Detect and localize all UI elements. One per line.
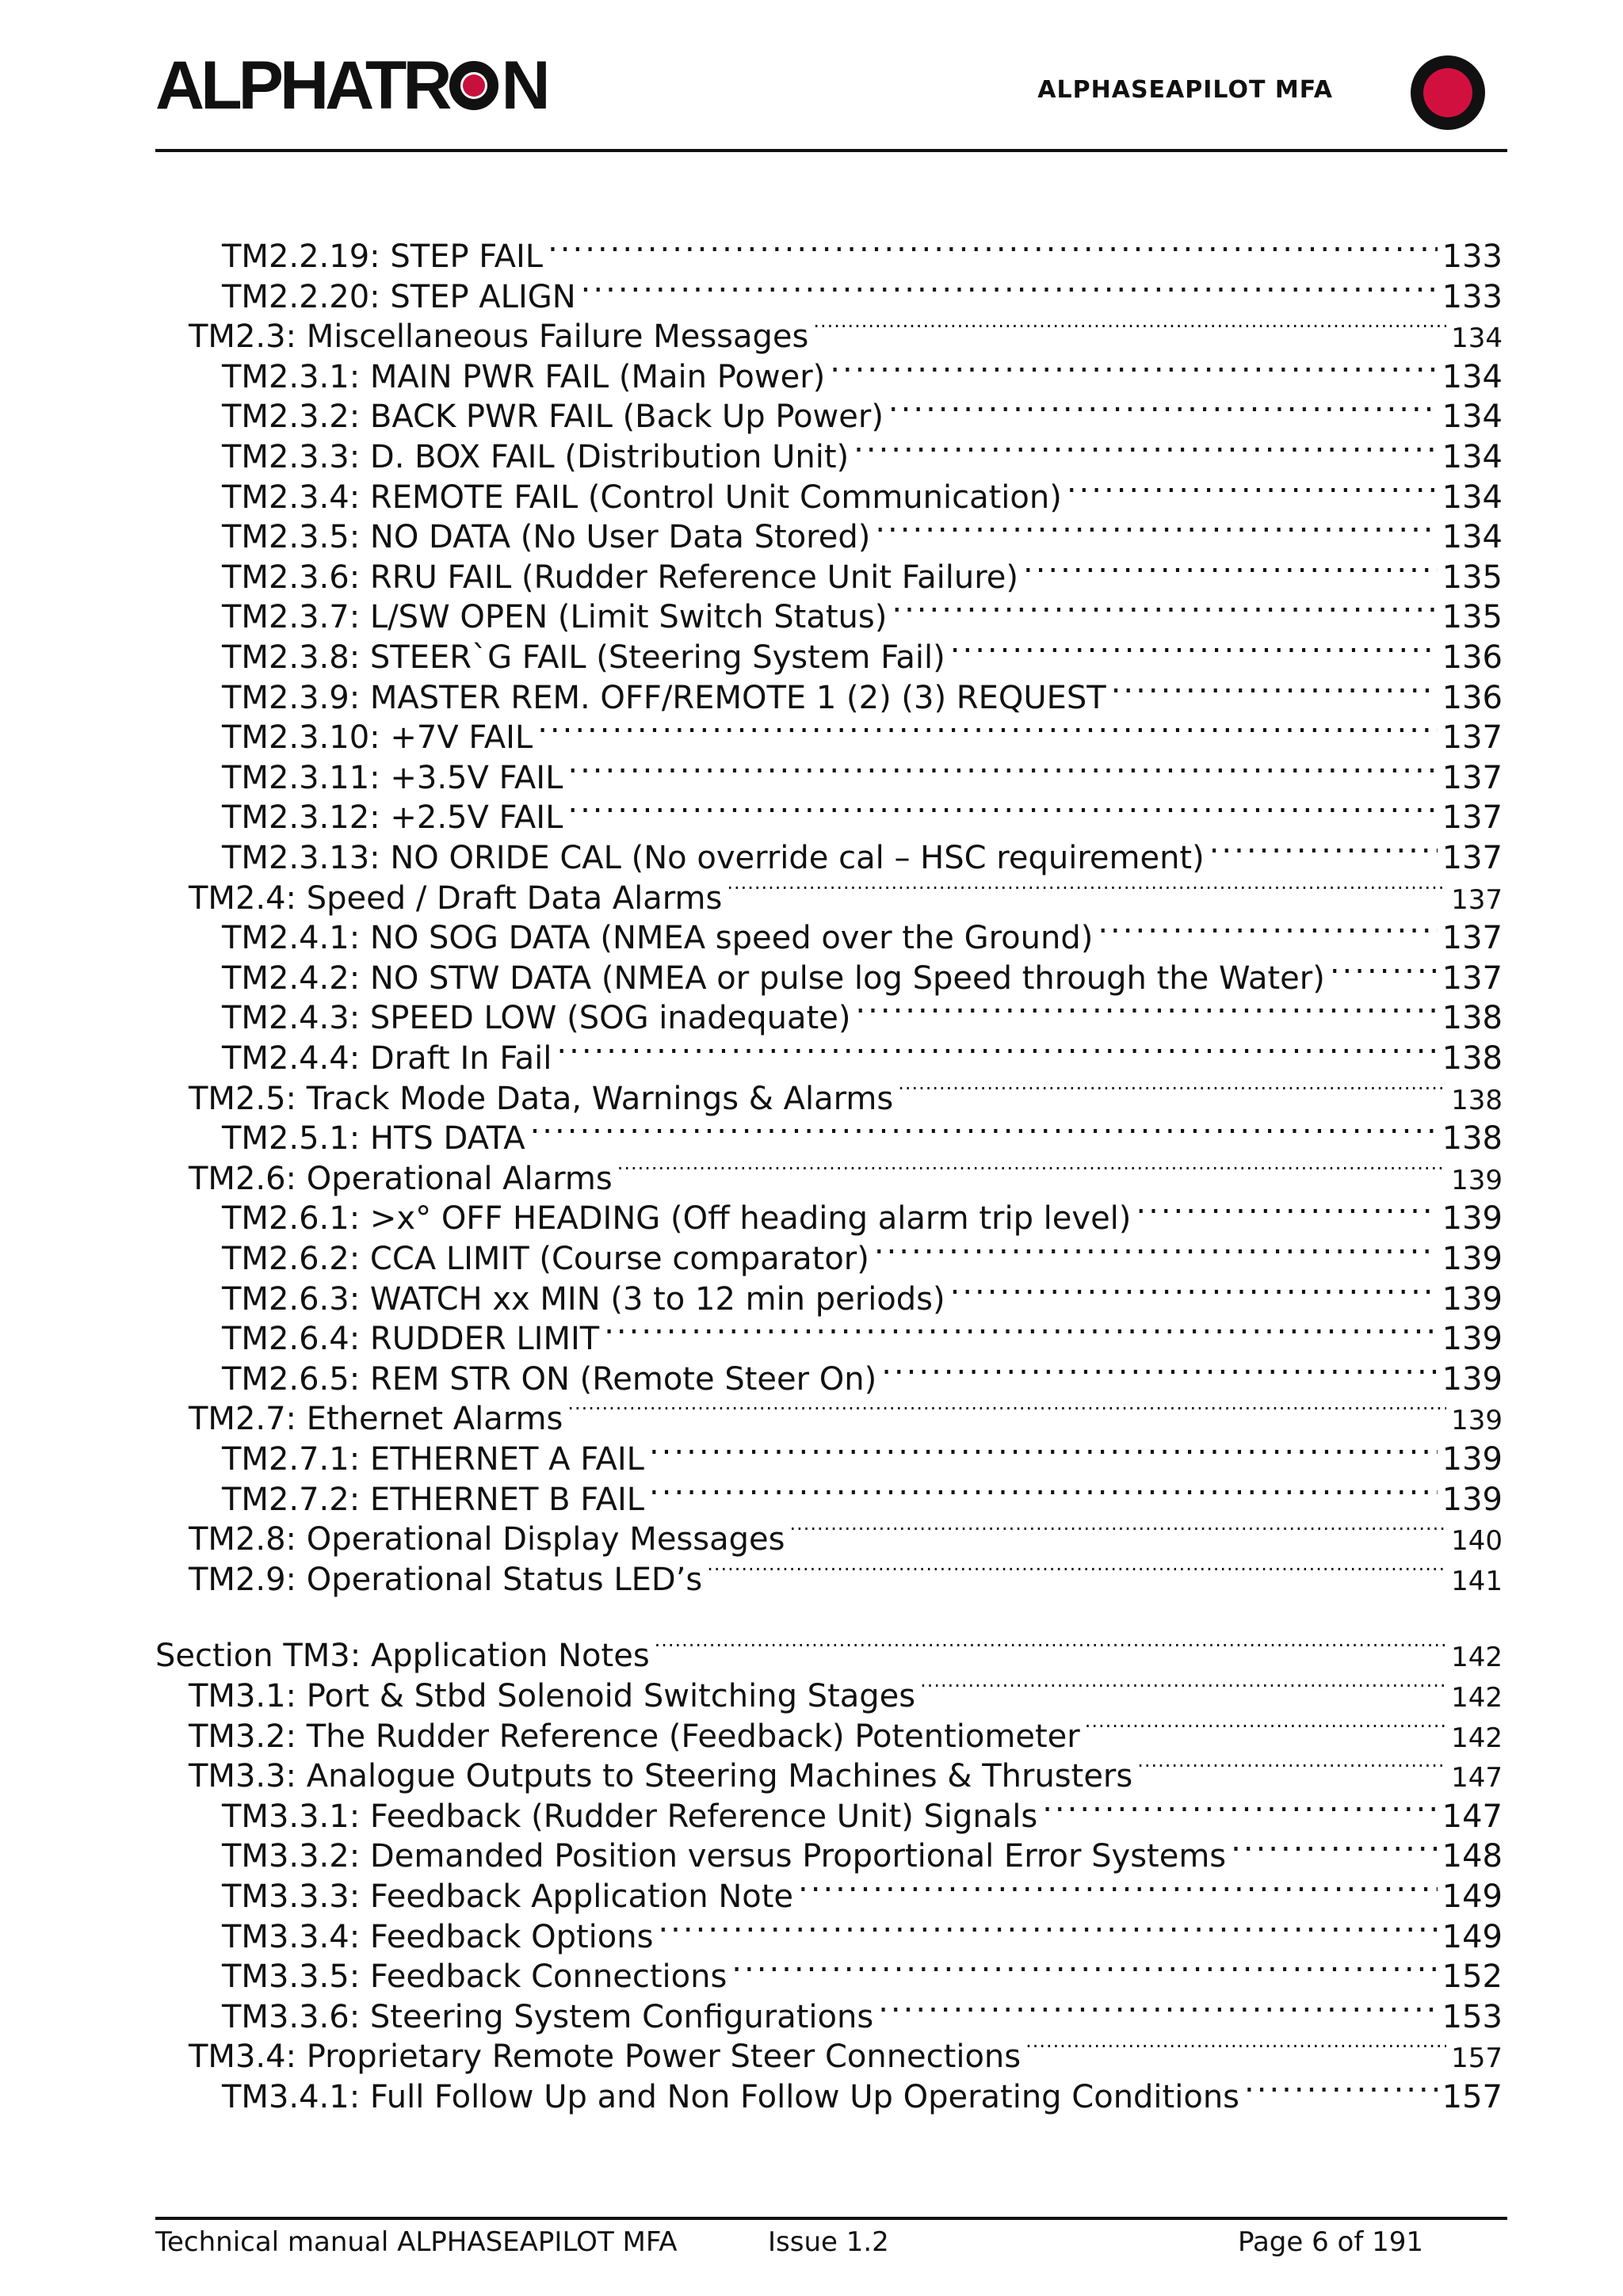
toc-entry-page: 147 xyxy=(1442,1798,1503,1835)
toc-dot-leader xyxy=(617,1153,1446,1189)
toc-entry[interactable] xyxy=(155,1313,1503,1358)
toc-entry[interactable] xyxy=(155,912,1503,957)
toc-entry[interactable] xyxy=(155,311,1503,356)
toc-entry[interactable] xyxy=(155,631,1503,676)
toc-dot-leader xyxy=(950,1273,1438,1310)
toc-entry-page: 133 xyxy=(1442,278,1503,315)
toc-entry-title: TM3.4.1: Full Follow Up and Non Follow Up Operating Conditions xyxy=(222,2079,1240,2115)
toc-entry-page: 148 xyxy=(1442,1838,1503,1875)
toc-dot-leader xyxy=(1098,912,1437,948)
toc-entry-page: 137 xyxy=(1442,799,1503,837)
toc-entry-title: TM3.3.4: Feedback Options xyxy=(222,1918,654,1955)
toc-dot-leader xyxy=(875,511,1437,547)
toc-entry[interactable] xyxy=(155,1830,1503,1875)
toc-entry-title: TM3.3.5: Feedback Connections xyxy=(222,1958,727,1996)
toc-entry-title: TM3.3: Analogue Outputs to Steering Machines & Thrusters xyxy=(189,1758,1133,1795)
toc-dot-leader xyxy=(830,351,1437,387)
toc-entry[interactable] xyxy=(155,872,1503,917)
toc-entry[interactable] xyxy=(155,1192,1503,1238)
toc-dot-leader xyxy=(898,1073,1446,1109)
toc-dot-leader xyxy=(855,992,1437,1028)
toc-entry-title: TM2.3.12: +2.5V FAIL xyxy=(222,799,563,837)
toc-dot-leader xyxy=(1231,1830,1438,1867)
toc-entry[interactable] xyxy=(155,551,1503,596)
toc-dot-leader xyxy=(727,872,1446,909)
footer-manual-title: Technical manual ALPHASEAPILOT MFA xyxy=(155,2226,678,2258)
toc-entry[interactable] xyxy=(155,1353,1503,1398)
toc-entry-page: 149 xyxy=(1442,1918,1503,1955)
document-title: ALPHASEAPILOT MFA xyxy=(1037,76,1333,104)
toc-dot-leader xyxy=(874,1233,1438,1269)
toc-entry[interactable] xyxy=(155,1711,1503,1755)
toc-entry-page: 134 xyxy=(1442,439,1503,475)
toc-entry-page: 135 xyxy=(1442,559,1503,596)
toc-entry-page: 138 xyxy=(1442,1000,1503,1037)
toc-entry-page: 149 xyxy=(1442,1878,1503,1915)
footer-issue: Issue 1.2 xyxy=(768,2226,889,2258)
toc-entry-page: 137 xyxy=(1442,959,1503,997)
toc-dot-leader xyxy=(567,1393,1446,1429)
toc-dot-leader xyxy=(567,752,1437,788)
toc-entry[interactable] xyxy=(155,1233,1503,1277)
toc-entry[interactable] xyxy=(155,752,1503,796)
logo-text-left: ALPHATR xyxy=(155,48,449,124)
footer-rule xyxy=(155,2217,1507,2220)
toc-entry[interactable] xyxy=(155,1433,1503,1478)
toc-dot-leader xyxy=(1111,672,1438,708)
toc-dot-leader xyxy=(892,591,1437,627)
toc-entry-title: TM3.3.6: Steering System Configurations xyxy=(222,1998,874,2035)
toc-entry[interactable] xyxy=(155,1630,1503,1675)
toc-entry-page: 137 xyxy=(1442,719,1503,757)
toc-dot-leader xyxy=(537,711,1437,748)
toc-dot-leader xyxy=(798,1871,1438,1907)
toc-entry[interactable] xyxy=(155,1991,1503,2035)
toc-entry[interactable] xyxy=(155,2031,1503,2076)
toc-entry-page: 137 xyxy=(1442,840,1503,876)
toc-entry-title: TM2.6: Operational Alarms xyxy=(189,1160,613,1197)
toc-dot-leader xyxy=(1209,832,1438,868)
toc-entry-page: 134 xyxy=(1451,322,1503,355)
toc-dot-leader xyxy=(581,271,1438,307)
toc-entry[interactable] xyxy=(155,1112,1503,1158)
toc-entry-page: 137 xyxy=(1451,883,1503,916)
toc-entry-title: TM2.3.5: NO DATA (No User Data Stored) xyxy=(222,519,871,556)
toc-entry-page: 134 xyxy=(1442,399,1503,436)
toc-entry-page: 139 xyxy=(1442,1481,1503,1518)
toc-entry-page: 142 xyxy=(1451,1682,1503,1714)
toc-entry-page: 139 xyxy=(1451,1164,1503,1196)
toc-entry-page: 134 xyxy=(1442,358,1503,395)
toc-entry-page: 138 xyxy=(1442,1120,1503,1158)
toc-entry-title: TM2.2.20: STEP ALIGN xyxy=(222,278,576,315)
toc-entry[interactable] xyxy=(155,1393,1503,1438)
toc-dot-leader xyxy=(556,1032,1437,1069)
toc-entry[interactable] xyxy=(155,1951,1503,1996)
toc-dot-leader xyxy=(658,1911,1437,1947)
toc-entry-title: TM2.6.4: RUDDER LIMIT xyxy=(222,1321,600,1358)
toc-entry-title: TM2.6.5: REM STR ON (Remote Steer On) xyxy=(222,1360,877,1398)
toc-entry-title: TM2.5: Track Mode Data, Warnings & Alarms xyxy=(189,1080,894,1117)
toc-dot-leader xyxy=(1067,471,1438,508)
toc-entry-page: 142 xyxy=(1451,1722,1503,1754)
toc-dot-leader xyxy=(920,1670,1446,1707)
toc-entry-title: TM2.5.1: HTS DATA xyxy=(222,1120,525,1158)
toc-entry[interactable] xyxy=(155,952,1503,997)
toc-entry[interactable] xyxy=(155,791,1503,837)
toc-entry-title: TM2.6.2: CCA LIMIT (Course comparator) xyxy=(222,1241,869,1277)
toc-dot-leader xyxy=(878,1991,1437,2027)
toc-entry-title: Section TM3: Application Notes xyxy=(155,1638,650,1675)
page-header xyxy=(155,49,1507,151)
toc-entry[interactable] xyxy=(155,1911,1503,1955)
toc-dot-leader xyxy=(707,1554,1446,1590)
toc-entry-page: 139 xyxy=(1442,1360,1503,1398)
toc-entry-page: 141 xyxy=(1451,1565,1503,1597)
toc-entry-title: TM2.6.1: >x° OFF HEADING (Off heading alarm trip level) xyxy=(222,1200,1132,1238)
toc-entry-title: TM3.3.3: Feedback Application Note xyxy=(222,1878,794,1915)
toc-entry-title: TM2.2.19: STEP FAIL xyxy=(222,238,544,275)
toc-dot-leader xyxy=(649,1474,1438,1510)
toc-dot-leader xyxy=(888,391,1438,427)
toc-entry[interactable] xyxy=(155,431,1503,475)
toc-entry-page: 136 xyxy=(1442,679,1503,716)
logo-o-mark xyxy=(449,61,498,110)
toc-dot-leader xyxy=(1042,1791,1437,1827)
toc-entry-title: TM3.2: The Rudder Reference (Feedback) Potentiometer xyxy=(189,1718,1080,1755)
header-rule xyxy=(155,149,1507,152)
toc-entry[interactable] xyxy=(155,1791,1503,1835)
toc-entry-page: 139 xyxy=(1442,1280,1503,1318)
toc-dot-leader xyxy=(950,631,1438,668)
toc-entry[interactable] xyxy=(155,711,1503,757)
toc-entry-title: TM3.3.1: Feedback (Rudder Reference Unit) Signals xyxy=(222,1798,1038,1835)
toc-entry[interactable] xyxy=(155,511,1503,556)
toc-entry-page: 133 xyxy=(1442,238,1503,275)
toc-entry[interactable] xyxy=(155,832,1503,876)
toc-dot-leader xyxy=(1244,2071,1438,2107)
toc-entry-title: TM2.3.3: D. BOX FAIL (Distribution Unit) xyxy=(222,439,850,475)
toc-entry[interactable] xyxy=(155,1273,1503,1318)
toc-dot-leader xyxy=(567,791,1437,828)
toc-entry[interactable] xyxy=(155,231,1503,275)
toc-entry[interactable] xyxy=(155,1032,1503,1077)
toc-entry-title: TM2.3.11: +3.5V FAIL xyxy=(222,759,563,796)
toc-entry-page: 137 xyxy=(1442,759,1503,796)
toc-entry[interactable] xyxy=(155,1871,1503,1915)
toc-entry-title: TM2.3.1: MAIN PWR FAIL (Main Power) xyxy=(222,358,826,395)
toc-entry-page: 147 xyxy=(1451,1762,1503,1794)
toc-dot-leader xyxy=(1330,952,1438,989)
toc-entry[interactable] xyxy=(155,992,1503,1037)
toc-dot-leader xyxy=(1023,551,1438,588)
footer-page-number: Page 6 of 191 xyxy=(1238,2226,1424,2258)
toc-entry-title: TM2.7.2: ETHERNET B FAIL xyxy=(222,1481,645,1518)
toc-entry[interactable] xyxy=(155,1670,1503,1714)
toc-dot-leader xyxy=(1025,2031,1446,2067)
toc-entry-title: TM2.3.8: STEER`G FAIL (Steering System Fail) xyxy=(222,639,945,676)
toc-entry-page: 138 xyxy=(1442,1040,1503,1077)
toc-entry[interactable] xyxy=(155,672,1503,716)
toc-entry-page: 139 xyxy=(1442,1200,1503,1238)
toc-entry-title: TM3.3.2: Demanded Position versus Proportional Error Systems xyxy=(222,1838,1227,1875)
toc-entry[interactable] xyxy=(155,2071,1503,2115)
toc-entry[interactable] xyxy=(155,1474,1503,1518)
toc-entry-title: TM2.4: Speed / Draft Data Alarms xyxy=(189,879,723,917)
toc-entry[interactable] xyxy=(155,271,1503,315)
toc-entry-page: 157 xyxy=(1451,2042,1503,2075)
toc-entry-page: 136 xyxy=(1442,639,1503,676)
toc-entry-title: TM2.4.3: SPEED LOW (SOG inadequate) xyxy=(222,1000,851,1037)
toc-entry-title: TM2.3.13: NO ORIDE CAL (No override cal – HSC requirement) xyxy=(222,840,1205,876)
toc-entry[interactable] xyxy=(155,1073,1503,1117)
toc-dot-leader xyxy=(530,1112,1438,1149)
alphatron-logo xyxy=(155,48,547,124)
toc-entry-title: TM2.6.3: WATCH xx MIN (3 to 12 min periods) xyxy=(222,1280,945,1318)
toc-entry-title: TM3.1: Port & Stbd Solenoid Switching Stages xyxy=(189,1678,916,1714)
toc-entry-title: TM2.4.4: Draft In Fail xyxy=(222,1040,552,1077)
toc-entry-title: TM2.3.10: +7V FAIL xyxy=(222,719,533,757)
toc-entry-page: 139 xyxy=(1451,1405,1503,1437)
toc-entry-page: 139 xyxy=(1442,1241,1503,1277)
toc-entry[interactable] xyxy=(155,1513,1503,1558)
toc-entry-title: TM2.4.1: NO SOG DATA (NMEA speed over the Ground) xyxy=(222,920,1094,957)
toc-entry-title: TM2.4.2: NO STW DATA (NMEA or pulse log Speed through the Water) xyxy=(222,959,1325,997)
toc-entry-title: TM2.3: Miscellaneous Failure Messages xyxy=(189,318,809,356)
brand-emblem-icon xyxy=(1411,55,1485,130)
toc-entry[interactable] xyxy=(155,471,1503,516)
toc-entry-page: 138 xyxy=(1451,1084,1503,1116)
toc-dot-leader xyxy=(813,311,1446,347)
toc-entry-page: 134 xyxy=(1442,519,1503,556)
toc-entry-title: TM2.7.1: ETHERNET A FAIL xyxy=(222,1441,644,1478)
toc-entry-title: TM2.3.9: MASTER REM. OFF/REMOTE 1 (2) (3) REQUEST xyxy=(222,679,1106,716)
toc-dot-leader xyxy=(1137,1750,1446,1787)
toc-dot-leader xyxy=(548,231,1438,267)
toc-dot-leader xyxy=(655,1630,1446,1666)
toc-entry-page: 134 xyxy=(1442,479,1503,516)
toc-entry[interactable] xyxy=(155,1554,1503,1598)
toc-entry-page: 139 xyxy=(1442,1441,1503,1478)
toc-entry[interactable] xyxy=(155,391,1503,436)
toc-entry[interactable] xyxy=(155,1750,1503,1795)
toc-dot-leader xyxy=(604,1313,1437,1349)
toc-entry-title: TM2.7: Ethernet Alarms xyxy=(189,1401,563,1438)
toc-entry[interactable] xyxy=(155,351,1503,395)
toc-dot-leader xyxy=(789,1513,1446,1550)
toc-entry-title: TM2.3.2: BACK PWR FAIL (Back Up Power) xyxy=(222,399,884,436)
toc-entry-page: 135 xyxy=(1442,599,1503,636)
toc-entry[interactable] xyxy=(155,591,1503,636)
toc-entry-title: TM2.8: Operational Display Messages xyxy=(189,1521,785,1558)
toc-entry-title: TM2.3.6: RRU FAIL (Rudder Reference Unit Failure) xyxy=(222,559,1018,596)
toc-dot-leader xyxy=(1085,1711,1446,1747)
toc-entry-page: 139 xyxy=(1442,1321,1503,1358)
toc-entry-page: 157 xyxy=(1442,2079,1503,2115)
logo-text-right: N xyxy=(501,48,547,124)
toc-entry-title: TM2.3.4: REMOTE FAIL (Control Unit Communication) xyxy=(222,479,1062,516)
page-footer xyxy=(155,2226,1507,2266)
toc-dot-leader xyxy=(731,1951,1437,1987)
toc-entry-title: TM2.9: Operational Status LED’s xyxy=(189,1561,703,1598)
toc-entry[interactable] xyxy=(155,1153,1503,1197)
toc-entry-page: 137 xyxy=(1442,920,1503,957)
toc-entry-title: TM3.4: Proprietary Remote Power Steer Connections xyxy=(189,2039,1022,2076)
toc-dot-leader xyxy=(649,1433,1438,1470)
toc-dot-leader xyxy=(881,1353,1437,1390)
toc-entry-page: 142 xyxy=(1451,1642,1503,1674)
toc-entry-page: 140 xyxy=(1451,1525,1503,1558)
toc-entry-page: 153 xyxy=(1442,1998,1503,2035)
toc-entry-page: 152 xyxy=(1442,1958,1503,1996)
toc-dot-leader xyxy=(1136,1192,1437,1229)
toc-dot-leader xyxy=(854,431,1438,467)
toc-entry-title: TM2.3.7: L/SW OPEN (Limit Switch Status) xyxy=(222,599,888,636)
